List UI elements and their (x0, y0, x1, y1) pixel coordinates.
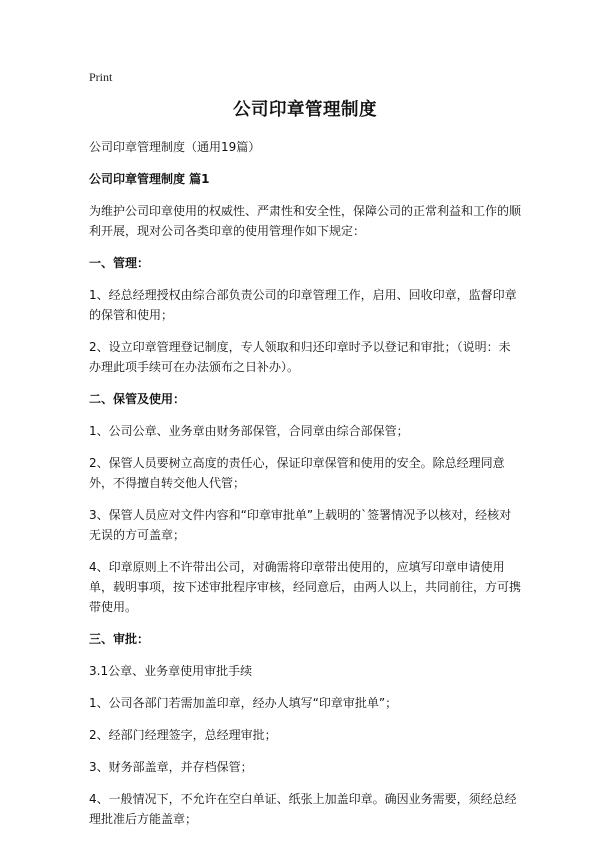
document-title: 公司印章管理制度 (233, 100, 377, 120)
custody-item-2: 2、保管人员要树立高度的责任心，保证印章保管和使用的安全。除总经理同意外，不得擅自转交他人代管； (89, 456, 505, 490)
custody-item-1: 1、公司公章、业务章由财务部保管，合同章由综合部保管； (89, 424, 409, 438)
approval-item-4: 4、一般情况下，不允许在空白单证、纸张上加盖印章。确因业务需要，须经总经理批准后方能盖章； (89, 792, 517, 826)
management-item-2: 2、设立印章管理登记制度，专人领取和归还印章时予以登记和审批；（说明：未办理此项手续可在办法颁布之日补办）。 (89, 340, 511, 374)
approval-item-1: 1、公司各部门若需加盖印章，经办人填写“印章审批单”； (89, 696, 398, 710)
section-heading-management: 一、管理： (89, 256, 150, 270)
custody-item-3: 3、保管人员应对文件内容和“印章审批单”上载明的`签署情况予以核对，经核对无误的方可盖章； (89, 508, 512, 542)
management-item-1: 1、经总经理授权由综合部负责公司的印章管理工作，启用、回收印章，监督印章的保管和使用； (89, 288, 517, 322)
intro-paragraph: 为维护公司印章使用的权威性、严肃性和安全性，保障公司的正常利益和工作的顺利开展，现对公司各类印章的使用管理作如下规定： (89, 204, 522, 238)
document-body (89, 97, 521, 841)
print-label[interactable]: Print (89, 70, 113, 84)
section-heading-approval: 三、审批： (89, 632, 150, 646)
approval-subheading: 3.1公章、业务章使用审批手续 (89, 664, 253, 678)
article-heading: 公司印章管理制度 篇1 (89, 172, 210, 186)
document-subtitle: 公司印章管理制度（通用19篇） (89, 140, 261, 154)
custody-item-4: 4、印章原则上不许带出公司，对确需将印章带出使用的，应填写印章申请使用单，载明事项，按下述审批程序审核，经同意后，由两人以上，共同前往，方可携带使用。 (89, 560, 522, 614)
approval-item-3: 3、财务部盖章，并存档保管； (89, 760, 253, 774)
approval-item-2: 2、经部门经理签字，总经理审批； (89, 728, 277, 742)
section-heading-custody: 二、保管及使用： (89, 392, 186, 406)
